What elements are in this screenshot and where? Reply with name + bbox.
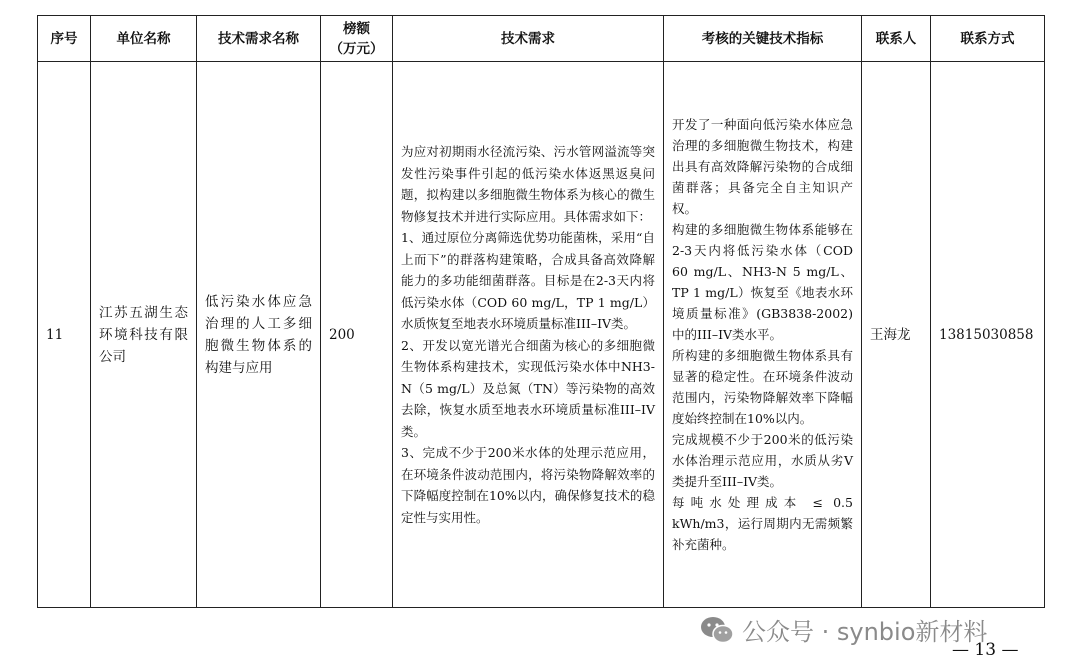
watermark [700, 612, 987, 647]
kpi-item-1: 开发了一种面向低污染水体应急治理的多细胞微生物技术，构建出具有高效降解污染物的合成细菌群落；具备完全自主知识产权。 [672, 117, 853, 216]
header-seq: 序号 [38, 16, 91, 62]
header-kpi: 考核的关键技术指标 [664, 16, 862, 62]
kpi-item-4: 完成规模不少于200米的低污染水体治理示范应用，水质从劣V类提升至III–IV类。 [672, 432, 853, 489]
tech-demand-table [37, 15, 1045, 608]
cell-unit [91, 62, 197, 608]
seq-value: 11 [46, 326, 64, 343]
cell-requirement [393, 62, 664, 608]
watermark-text: 公众号 · synbio新材料 [742, 618, 988, 646]
cell-bounty [321, 62, 393, 608]
header-bounty [321, 16, 393, 62]
requirement-item-2: 2、开发以宽光谱光合细菌为核心的多细胞微生物体系构建技术，实现低污染水体中NH3-N（5 mg/L）及总氮（TN）等污染物的高效去除，恢复水质至地表水环境质量标准III–IV类。 [401, 337, 655, 439]
contact-value: 王海龙 [870, 326, 911, 343]
page-number: — 13 — [952, 640, 1019, 660]
cell-phone [931, 62, 1045, 608]
kpi-item-3: 所构建的多细胞微生物体系具有显著的稳定性。在环境条件波动范围内，污染物降解效率下降幅度始终控制在10%以内。 [672, 348, 853, 426]
header-demand-name: 技术需求名称 [197, 16, 321, 62]
demand-name-value: 低污染水体应急治理的人工多细胞微生物体系的构建与应用 [205, 293, 312, 376]
cell-seq [38, 62, 91, 608]
unit-value: 江苏五湖生态环境科技有限公司 [99, 304, 188, 365]
requirement-item-1: 1、通过原位分离筛选优势功能菌株，采用“自上而下”的群落构建策略，合成具备高效降解能力的多功能细菌群落。目标是在2-3天内将低污染水体（COD 60 mg/L，TP 1 mg/L）水质恢复至地表水环境质量标准III–IV类。 [401, 230, 655, 331]
table-row [38, 62, 1045, 608]
header-row [38, 16, 1045, 62]
phone-value: 13815030858 [939, 326, 1034, 343]
cell-kpi [664, 62, 862, 608]
kpi-text [664, 110, 861, 559]
header-unit: 单位名称 [91, 16, 197, 62]
header-bounty-line1: 榜额 [343, 20, 370, 37]
header-bounty-line2: （万元） [329, 40, 384, 57]
header-requirement: 技术需求 [393, 16, 664, 62]
requirement-text [393, 141, 663, 528]
header-contact: 联系人 [862, 16, 931, 62]
cell-demand-name [197, 62, 321, 608]
cell-contact [862, 62, 931, 608]
kpi-item-5: 每吨水处理成本 ≤ 0.5 kWh/m3，运行周期内无需频繁补充菌种。 [672, 495, 853, 552]
header-phone: 联系方式 [931, 16, 1045, 62]
kpi-item-2: 构建的多细胞微生物体系能够在2-3天内将低污染水体（COD 60 mg/L、NH3-N 5 mg/L、TP 1 mg/L）恢复至《地表水环境质量标准》(GB3838-2002)中的III–IV类水平。 [672, 222, 853, 342]
requirement-item-3: 3、完成不少于200米水体的处理示范应用，在环境条件波动范围内，将污染物降解效率的下降幅度控制在10%以内，确保修复技术的稳定性与实用性。 [401, 445, 655, 525]
wechat-icon [700, 615, 734, 645]
bounty-value: 200 [329, 326, 355, 343]
requirement-intro: 为应对初期雨水径流污染、污水管网溢流等突发性污染事件引起的低污染水体返黑返臭问题，拟构建以多细胞微生物体系为核心的微生物修复技术并进行实际应用。具体需求如下： [401, 144, 655, 224]
